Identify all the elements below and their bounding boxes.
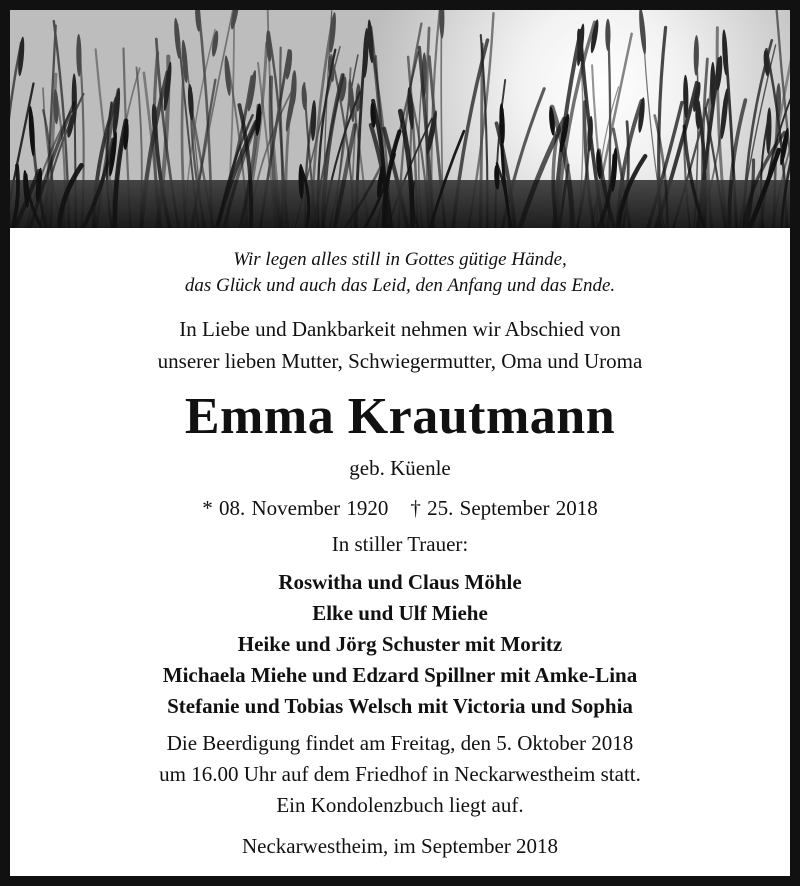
mourners-list (10, 567, 790, 722)
funeral-line-3: Ein Kondolenzbuch liegt auf. (276, 793, 524, 817)
mourner-line: Roswitha und Claus Möhle (278, 570, 522, 594)
mourner-line: Elke und Ulf Miehe (312, 601, 488, 625)
verse-line-2: das Glück und auch das Leid, den Anfang und das Ende. (184, 275, 616, 296)
verse (10, 247, 790, 299)
funeral-line-2: um 16.00 Uhr auf dem Friedhof in Neckarwestheim statt. (159, 762, 641, 786)
funeral-info (10, 728, 790, 821)
reed-grass-photo (10, 10, 790, 228)
life-dates (10, 493, 790, 523)
funeral-line-1: Die Beerdigung findet am Freitag, den 5. Oktober 2018 (166, 731, 634, 755)
verse-line-1: Wir legen alles still in Gottes gütige Hände, (233, 249, 567, 270)
death-date: † 25. September 2018 (410, 496, 598, 520)
deceased-name: Emma Krautmann (184, 388, 616, 445)
mourner-line: Heike und Jörg Schuster mit Moritz (237, 632, 563, 656)
birth-date: * 08. November 1920 (202, 496, 389, 520)
intro-line-1: In Liebe und Dankbarkeit nehmen wir Abschied von (179, 317, 621, 341)
mourner-line: Michaela Miehe und Edzard Spillner mit Amke-Lina (162, 663, 638, 687)
farewell-intro (10, 313, 790, 377)
maiden-name: geb. Küenle (349, 456, 451, 480)
notice-text (10, 228, 790, 861)
place-and-date: Neckarwestheim, im September 2018 (241, 834, 559, 858)
mourning-label: In stiller Trauer: (331, 532, 469, 556)
mourner-line: Stefanie und Tobias Welsch mit Victoria und Sophia (167, 694, 633, 718)
intro-line-2: unserer lieben Mutter, Schwiegermutter, Oma und Uroma (157, 349, 643, 373)
